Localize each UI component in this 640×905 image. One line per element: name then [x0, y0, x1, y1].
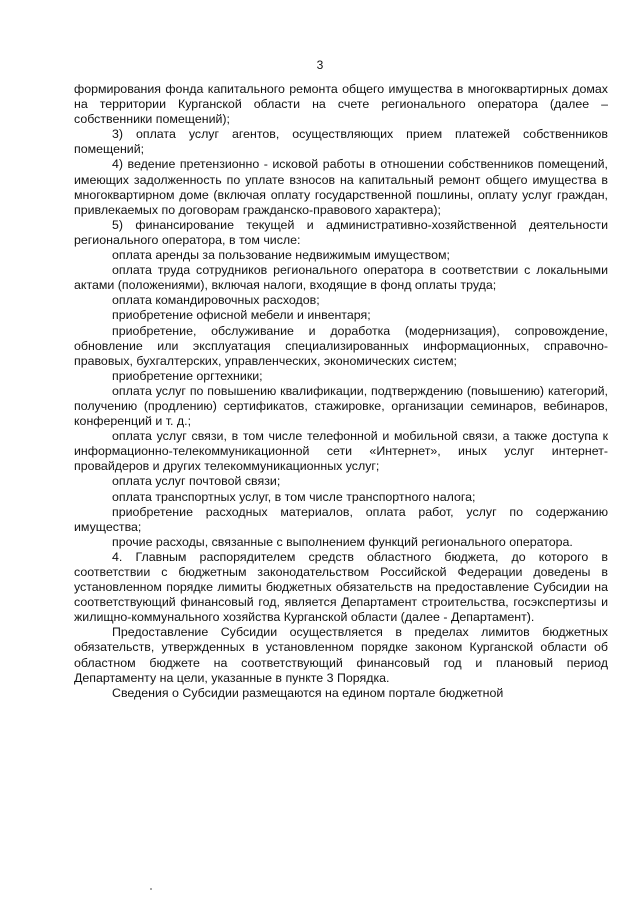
- document-body: [74, 82, 608, 701]
- paragraph: оплата транспортных услуг, в том числе транспортного налога;: [112, 489, 476, 504]
- paragraph: формирования фонда капитального ремонта общего имущества в многоквартирных домах на территории Курганской области на счете регионального оператора (далее – собственники помещений);: [74, 82, 608, 127]
- paragraph: оплата услуг по повышению квалификации, подтверждению (повышению) категорий, получению (продлению) сертификатов, стажировке, организации семинаров, вебинаров, конференций и т. д.;: [74, 383, 608, 429]
- paragraph: прочие расходы, связанные с выполнением функций регионального оператора.: [112, 534, 573, 549]
- paragraph: оплата услуг почтовой связи;: [112, 474, 281, 489]
- paragraph: оплата труда сотрудников регионального оператора в соответствии с локальными актами (положениями), включая налоги, входящие в фонд оплаты труда;: [74, 263, 608, 293]
- paragraph: приобретение, обслуживание и доработка (модернизация), сопровождение, обновление или эксплуатация специализированных информационных, справочно-правовых, бухгалтерских, управленческих, экономических систем;: [74, 323, 608, 368]
- paragraph: приобретение оргтехники;: [112, 368, 263, 383]
- paragraph: 4) ведение претензионно - исковой работы в отношении собственников помещений, имеющих задолженность по уплате взносов на капитальный ремонт общего имущества в многоквартирном доме (включая оплату государственной пошлины, оплату услуг граждан, привлекаемых по договорам гражданско-правового характера);: [74, 157, 608, 217]
- paragraph: оплата аренды за пользование недвижимым имуществом;: [112, 248, 450, 263]
- paragraph: приобретение расходных материалов, оплата работ, услуг по содержанию имущества;: [74, 504, 608, 534]
- paragraph: оплата услуг связи, в том числе телефонной и мобильной связи, а также доступа к информационно-телекоммуникационной сети «Интернет», иных услуг интернет-провайдеров и других телекоммуникационных услуг;: [74, 429, 608, 474]
- paragraph: Предоставление Субсидии осуществляется в пределах лимитов бюджетных обязательств, утвержденных в установленном порядке законом Курганской области об областном бюджете на соответствующий финансовый год и плановый период Департаменту на цели, указанные в пункте 3 Порядка.: [74, 625, 608, 685]
- paragraph: оплата командировочных расходов;: [112, 293, 320, 308]
- scan-speck: [150, 888, 152, 890]
- page-number: 3: [316, 58, 324, 72]
- paragraph: Сведения о Субсидии размещаются на едином портале бюджетной: [112, 685, 504, 700]
- paragraph: приобретение офисной мебели и инвентаря;: [112, 308, 371, 323]
- paragraph: 5) финансирование текущей и административно-хозяйственной деятельности регионального оператора, в том числе:: [74, 217, 608, 247]
- paragraph: 4. Главным распорядителем средств областного бюджета, до которого в соответствии с бюджетным законодательством Российской Федерации доведены в установленном порядке лимиты бюджетных обязательств на предоставление Субсидии на соответствующий финансовый год, является Департамент строительства, госэкспертизы и жилищно-коммунального хозяйства Курганской области (далее - Департамент).: [74, 549, 608, 625]
- paragraph: 3) оплата услуг агентов, осуществляющих прием платежей собственников помещений;: [74, 127, 608, 157]
